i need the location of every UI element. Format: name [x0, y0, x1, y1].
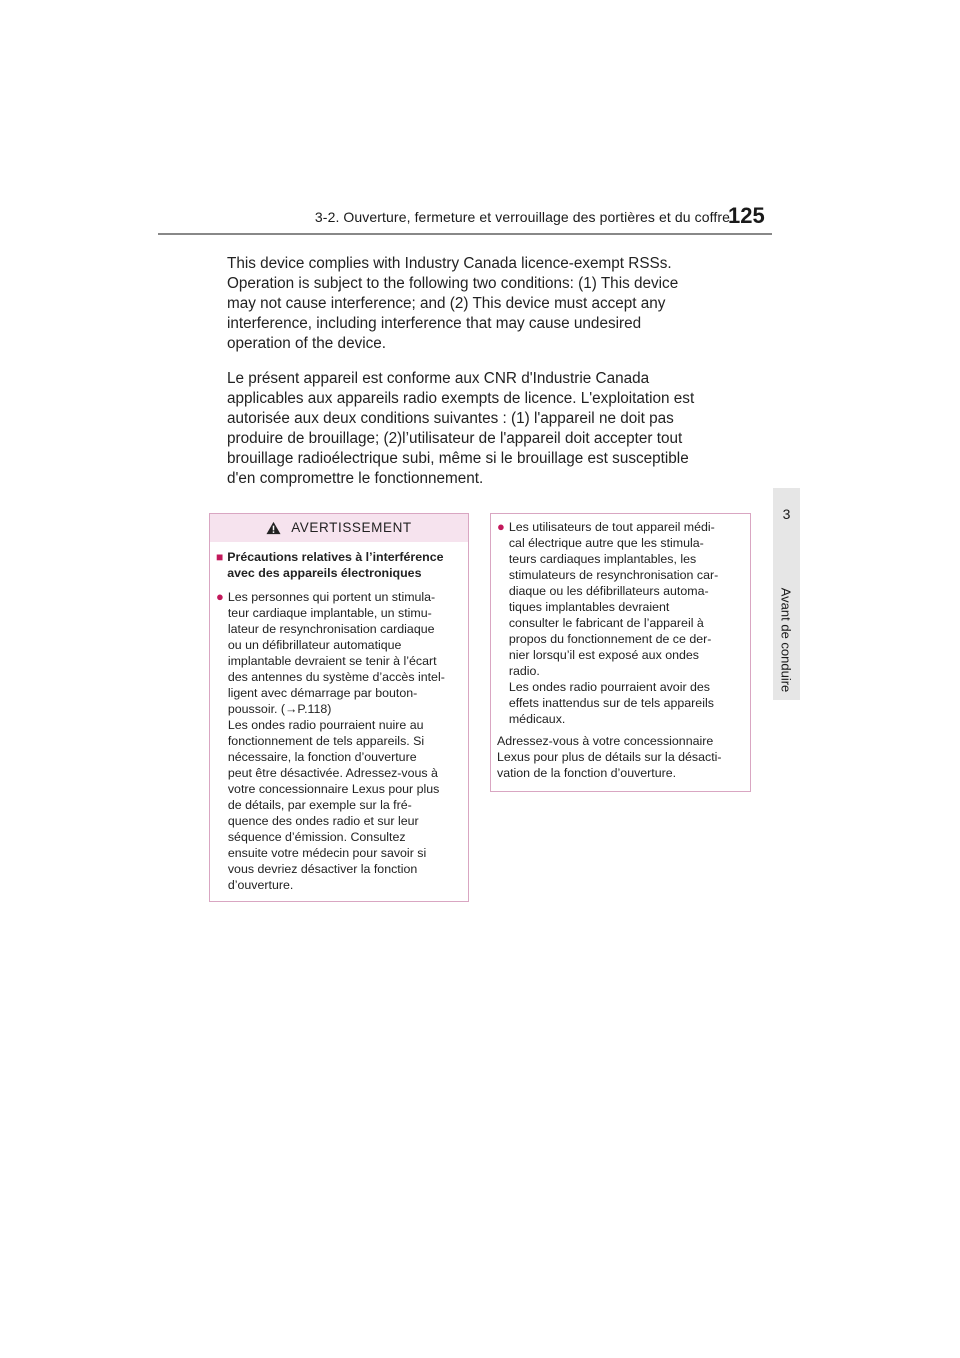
side-tab-number: 3: [782, 506, 791, 522]
section-title: [216, 549, 462, 581]
page-number: 125: [728, 203, 765, 228]
warning-box-right: [490, 513, 751, 792]
notice-english: This device complies with Industry Canada licence-exempt RSSs. Operation is subject to the following two conditions: (1) This device may not cause interference; and (2) This device must accept any interference, including interference that may cause undesired operation of the device.: [227, 255, 679, 352]
square-bullet-icon: ■: [216, 550, 224, 564]
side-tab-label: Avant de conduire: [778, 587, 794, 693]
closing-text: Adressez-vous à votre concessionnaire Lexus pour plus de détails sur la désacti- vation de la fonction d’ouverture.: [497, 734, 722, 780]
bullet-text: Les utilisateurs de tout appareil médi- cal électrique autre que les stimula- teurs cardiaques implantables, les stimulateurs de resynchronisation car- diaque ou les défibrillateurs automa- tiques implantables devraient consulter le fabricant de l’appareil à propos du fonctionnement de ce der- nier lorsqu’il est exposé aux ondes radio. Les ondes radio pourraient avoir des effets inattendus sur de tels appareils médicaux.: [508, 520, 719, 726]
warning-heading: AVERTISSEMENT: [291, 520, 412, 535]
regulatory-notice: [227, 254, 727, 489]
section-title-text: Précautions relatives à l’interférence avec des appareils électroniques: [227, 550, 444, 580]
warning-triangle-icon: [266, 521, 281, 535]
chapter-title: 3-2. Ouverture, fermeture et verrouillage des portières et du coffre: [314, 209, 730, 225]
header-divider: [158, 233, 772, 235]
list-item: [216, 589, 462, 893]
warning-header: [210, 514, 468, 542]
bullet-dot-icon: ●: [497, 519, 505, 534]
warning-box-left: [209, 513, 469, 902]
notice-french: Le présent appareil est conforme aux CNR d'Industrie Canada applicables aux appareils radio exempts de licence. L'exploitation est autorisée aux deux conditions suivantes : (1) l'appareil ne doit pas produire de brouillage; (2)l’utilisateur de l'appareil doit accepter tout brouillage radioélectrique subi, même si le brouillage est susceptible d'en compromettre le fonctionnement.: [227, 370, 695, 487]
bullet-dot-icon: ●: [216, 589, 224, 604]
bullet-text: Les personnes qui portent un stimula- teur cardiaque implantable, un stimu- lateur de resynchronisation cardiaque ou un défibrillateur automatique implantable devraient se tenir à l’écart des antennes du système d’accès intel- ligent avec démarrage par bouton- poussoir. (→P.118) Les ondes radio pourraient nuire au fonctionnement de tels appareils. Si nécessaire, la fonction d’ouverture peut être désactivée. Adressez-vous à votre concessionnaire Lexus pour plus de détails, par exemple sur la fré- quence des ondes radio et sur leur séquence d’émission. Consultez ensuite votre médecin pour savoir si vous devriez désactiver la fonction d’ouverture.: [227, 590, 445, 892]
list-item: [497, 519, 744, 727]
